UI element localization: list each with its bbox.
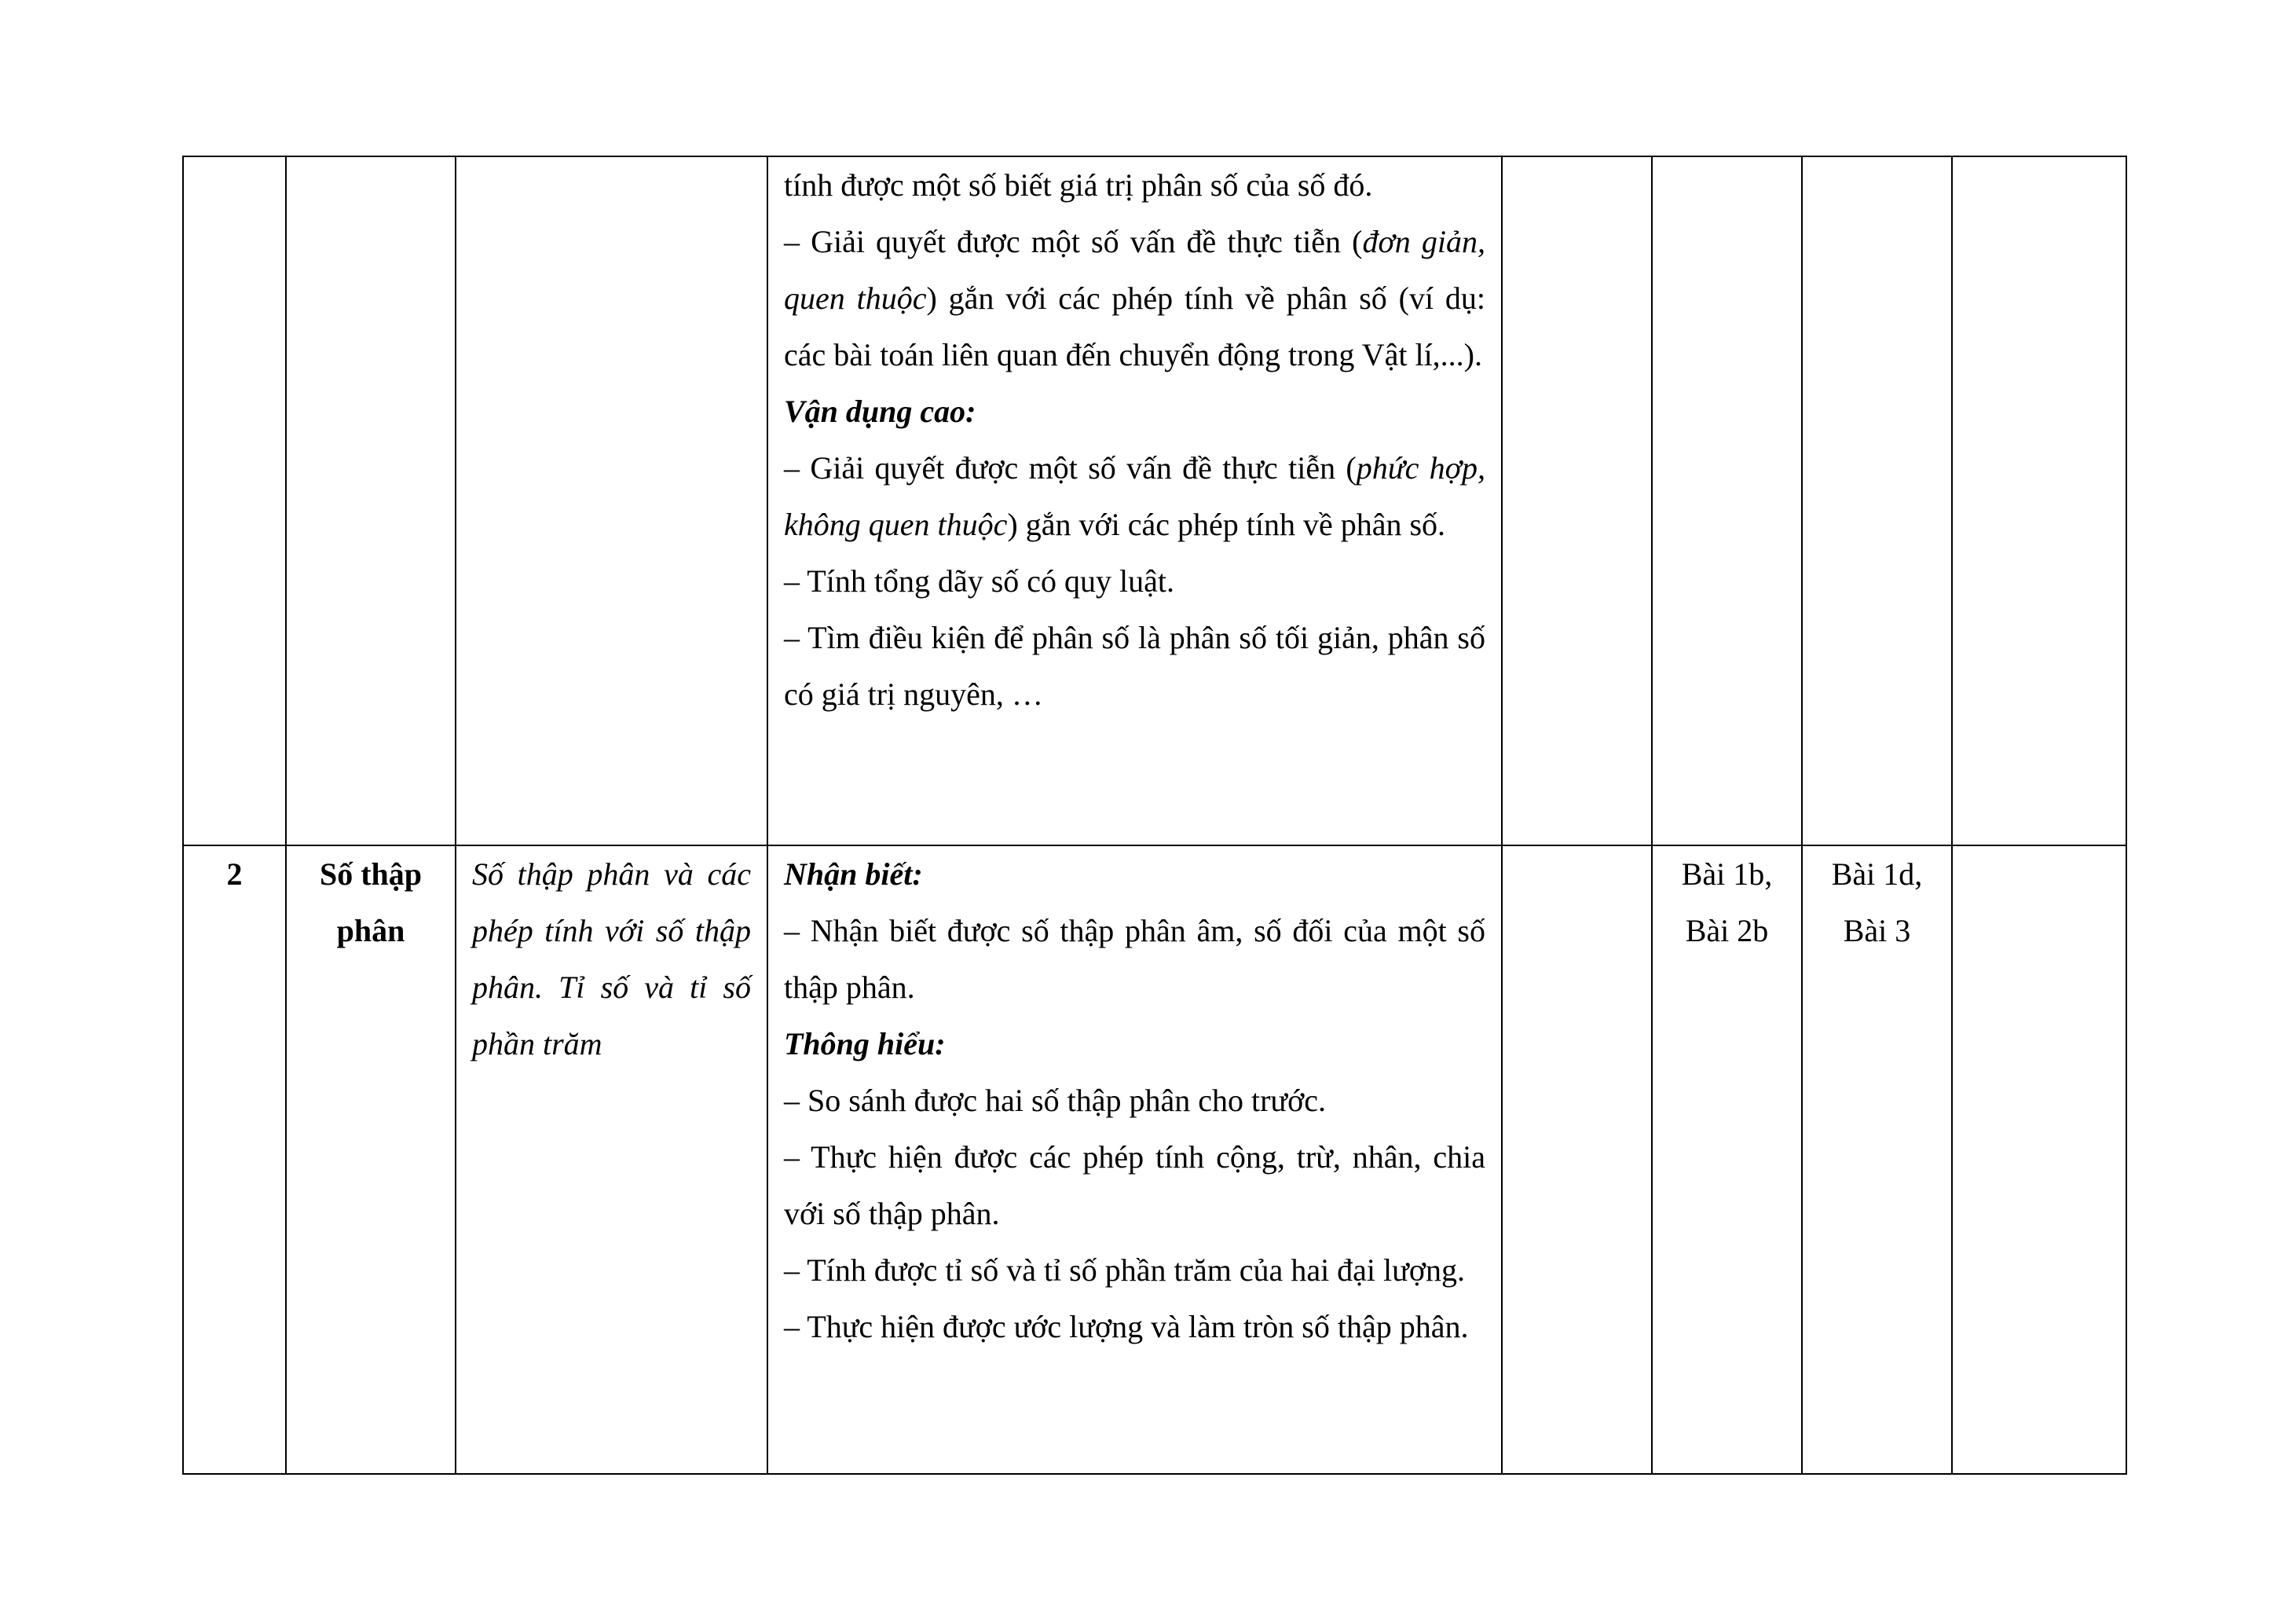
- cell-level-1: [1502, 156, 1652, 845]
- cell-topic: Số thập phân: [286, 845, 456, 1474]
- question-ref: Bài 1b,: [1681, 856, 1773, 892]
- text-run: – Tính được tỉ số và tỉ số phần trăm của hai đại lượng.: [784, 1252, 1465, 1288]
- cell-topic: [286, 156, 456, 845]
- text-run: – Giải quyết được một số vấn đề thực tiễn (: [784, 224, 1363, 259]
- cell-level-3: [1802, 156, 1952, 845]
- text-run: tính được một số biết giá trị phân số của số đó.: [784, 167, 1373, 203]
- cell-level-4: [1952, 156, 2126, 845]
- requirement-item: [784, 214, 1485, 383]
- cell-requirements: [767, 156, 1502, 845]
- requirement-item: [784, 610, 1485, 723]
- emphasis-text: đơn giản, quen thuộc: [784, 224, 1485, 316]
- level-heading: Nhận biết:: [784, 856, 923, 892]
- requirement-item: [784, 440, 1485, 553]
- specification-table: [182, 156, 2127, 1475]
- requirement-item: [784, 1299, 1485, 1355]
- cell-requirements: [767, 845, 1502, 1474]
- emphasis-text: phức hợp, không quen thuộc: [784, 450, 1485, 542]
- text-run: – Thực hiện được các phép tính cộng, trừ, nhân, chia với số thập phân.: [784, 1139, 1485, 1231]
- cell-level-4: [1952, 845, 2126, 1474]
- cell-unit: [456, 156, 767, 845]
- text-run: ) gắn với các phép tính về phân số.: [1007, 507, 1446, 542]
- cell-level-2: [1652, 845, 1802, 1474]
- text-run: – Nhận biết được số thập phân âm, số đối của một số thập phân.: [784, 913, 1485, 1005]
- table-row: [183, 845, 2126, 1474]
- requirement-item: [784, 157, 1485, 214]
- requirement-item: [784, 903, 1485, 1016]
- text-run: – Tính tổng dãy số có quy luật.: [784, 563, 1174, 599]
- requirement-item: [784, 553, 1485, 610]
- text-run: – So sánh được hai số thập phân cho trước.: [784, 1083, 1326, 1118]
- cell-number: [183, 156, 286, 845]
- question-ref: Bài 2b: [1685, 913, 1769, 948]
- cell-level-2: [1652, 156, 1802, 845]
- requirement-item: [784, 1072, 1485, 1129]
- level-heading: Thông hiểu:: [784, 1026, 946, 1061]
- cell-level-3: [1802, 845, 1952, 1474]
- level-heading: Vận dụng cao:: [784, 394, 976, 429]
- cell-number: 2: [183, 845, 286, 1474]
- text-run: ) gắn với các phép tính về phân số (ví dụ: các bài toán liên quan đến chuyển động trong Vật lí,...).: [784, 280, 1486, 372]
- question-ref: Bài 3: [1843, 913, 1911, 948]
- text-run: – Giải quyết được một số vấn đề thực tiễn (: [784, 450, 1357, 486]
- requirement-item: [784, 1129, 1485, 1242]
- table-row: [183, 156, 2126, 845]
- requirement-item: [784, 1242, 1485, 1299]
- cell-unit: Số thập phân và các phép tính với số thập phân. Tỉ số và tỉ số phần trăm: [456, 845, 767, 1474]
- question-ref: Bài 1d,: [1831, 856, 1923, 892]
- text-run: – Tìm điều kiện để phân số là phân số tối giản, phân số có giá trị nguyên, …: [784, 620, 1485, 712]
- text-run: – Thực hiện được ước lượng và làm tròn số thập phân.: [784, 1309, 1469, 1344]
- cell-level-1: [1502, 845, 1652, 1474]
